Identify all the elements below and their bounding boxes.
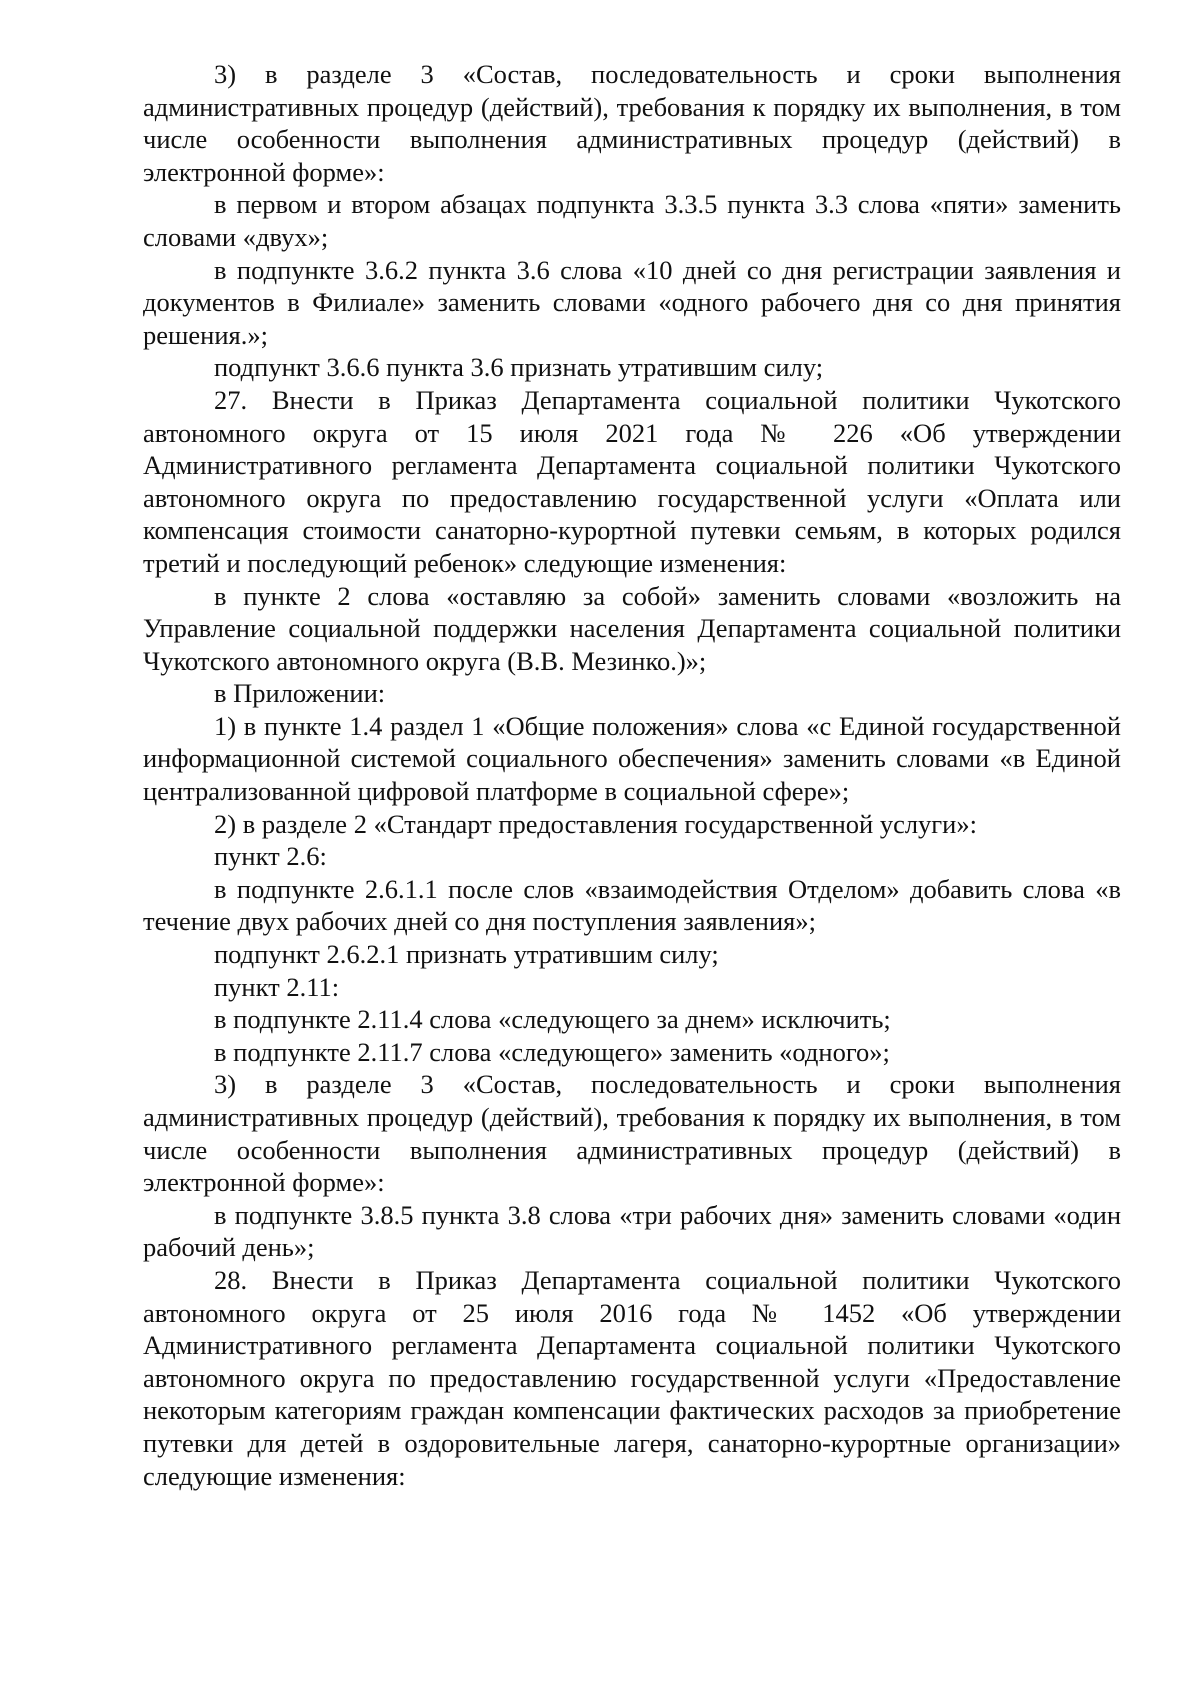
document-body bbox=[143, 58, 1121, 1492]
paragraph-3-3-5: в первом и втором абзацах подпункта 3.3.5 пункта 3.3 слова «пяти» заменить словами «двух»; bbox=[143, 189, 1121, 252]
paragraph-item-27: 27. Внести в Приказ Департамента социальной политики Чукотского автономного округа от 15 июля 2021 года № 226 «Об утверждении Административного регламента Департамента социальной политики Чукотского автономного округа по предоставлению государственной услуги «Оплата или компенсация стоимости санаторно-курортной путевки семьям, в которых родился третий и последующий ребенок» следующие изменения: bbox=[143, 384, 1121, 578]
paragraph-appendix: в Приложении: bbox=[214, 678, 386, 709]
paragraph-section3-heading-2: 3) в разделе 3 «Состав, последовательность и сроки выполнения административных процедур (действий), требования к порядку их выполнения, в том числе особенности выполнения административных процедур (действий) в электронной форме»: bbox=[143, 1069, 1121, 1198]
paragraph-item-28: 28. Внести в Приказ Департамента социальной политики Чукотского автономного округа от 25 июля 2016 года № 1452 «Об утверждении Административного регламента Департамента социальной политики Чукотского автономного округа по предоставлению государственной услуги «Предоставление некоторым категориям граждан компенсации фактических расходов за приобретение путевки для детей в оздоровительные лагеря, санаторно-курортные организации» следующие изменения: bbox=[143, 1264, 1121, 1491]
paragraph-2-6-1-1: в подпункте 2.6.1.1 после слов «взаимодействия Отделом» добавить слова «в течение двух рабочих дней со дня поступления заявления»; bbox=[143, 873, 1121, 937]
paragraph-section3-heading: 3) в разделе 3 «Состав, последовательность и сроки выполнения административных процедур (действий), требования к порядку их выполнения, в том числе особенности выполнения административных процедур (действий) в электронной форме»: bbox=[143, 59, 1121, 187]
paragraph-2-6-2-1: подпункт 2.6.2.1 признать утратившим силу; bbox=[214, 939, 719, 970]
paragraph-3-6-6: подпункт 3.6.6 пункта 3.6 признать утратившим силу; bbox=[214, 352, 824, 383]
paragraph-point-2-11: пункт 2.11: bbox=[214, 971, 340, 1002]
paragraph-2-11-7: в подпункте 2.11.7 слова «следующего» заменить «одного»; bbox=[214, 1036, 890, 1067]
paragraph-1-4: 1) в пункте 1.4 раздел 1 «Общие положения» слова «с Единой государственной информационной системой социального обеспечения» заменить словами «в Единой централизованной цифровой платформе в социальной сфере»; bbox=[143, 710, 1121, 807]
paragraph-point-2-6: пункт 2.6: bbox=[214, 841, 327, 872]
paragraph-3-6-2: в подпункте 3.6.2 пункта 3.6 слова «10 дней со дня регистрации заявления и документов в Филиале» заменить словами «одного рабочего дня со дня принятия решения.»; bbox=[143, 254, 1121, 350]
paragraph-item-27-point-2: в пункте 2 слова «оставляю за собой» заменить словами «возложить на Управление социальной поддержки населения Департамента социальной политики Чукотского автономного округа (В.В. Мезинко.)»; bbox=[143, 580, 1121, 676]
paragraph-section2-heading: 2) в разделе 2 «Стандарт предоставления государственной услуги»: bbox=[214, 808, 977, 839]
paragraph-3-8-5: в подпункте 3.8.5 пункта 3.8 слова «три рабочих дня» заменить словами «один рабочий день»; bbox=[143, 1199, 1121, 1263]
paragraph-2-11-4: в подпункте 2.11.4 слова «следующего за днем» исключить; bbox=[214, 1004, 891, 1035]
